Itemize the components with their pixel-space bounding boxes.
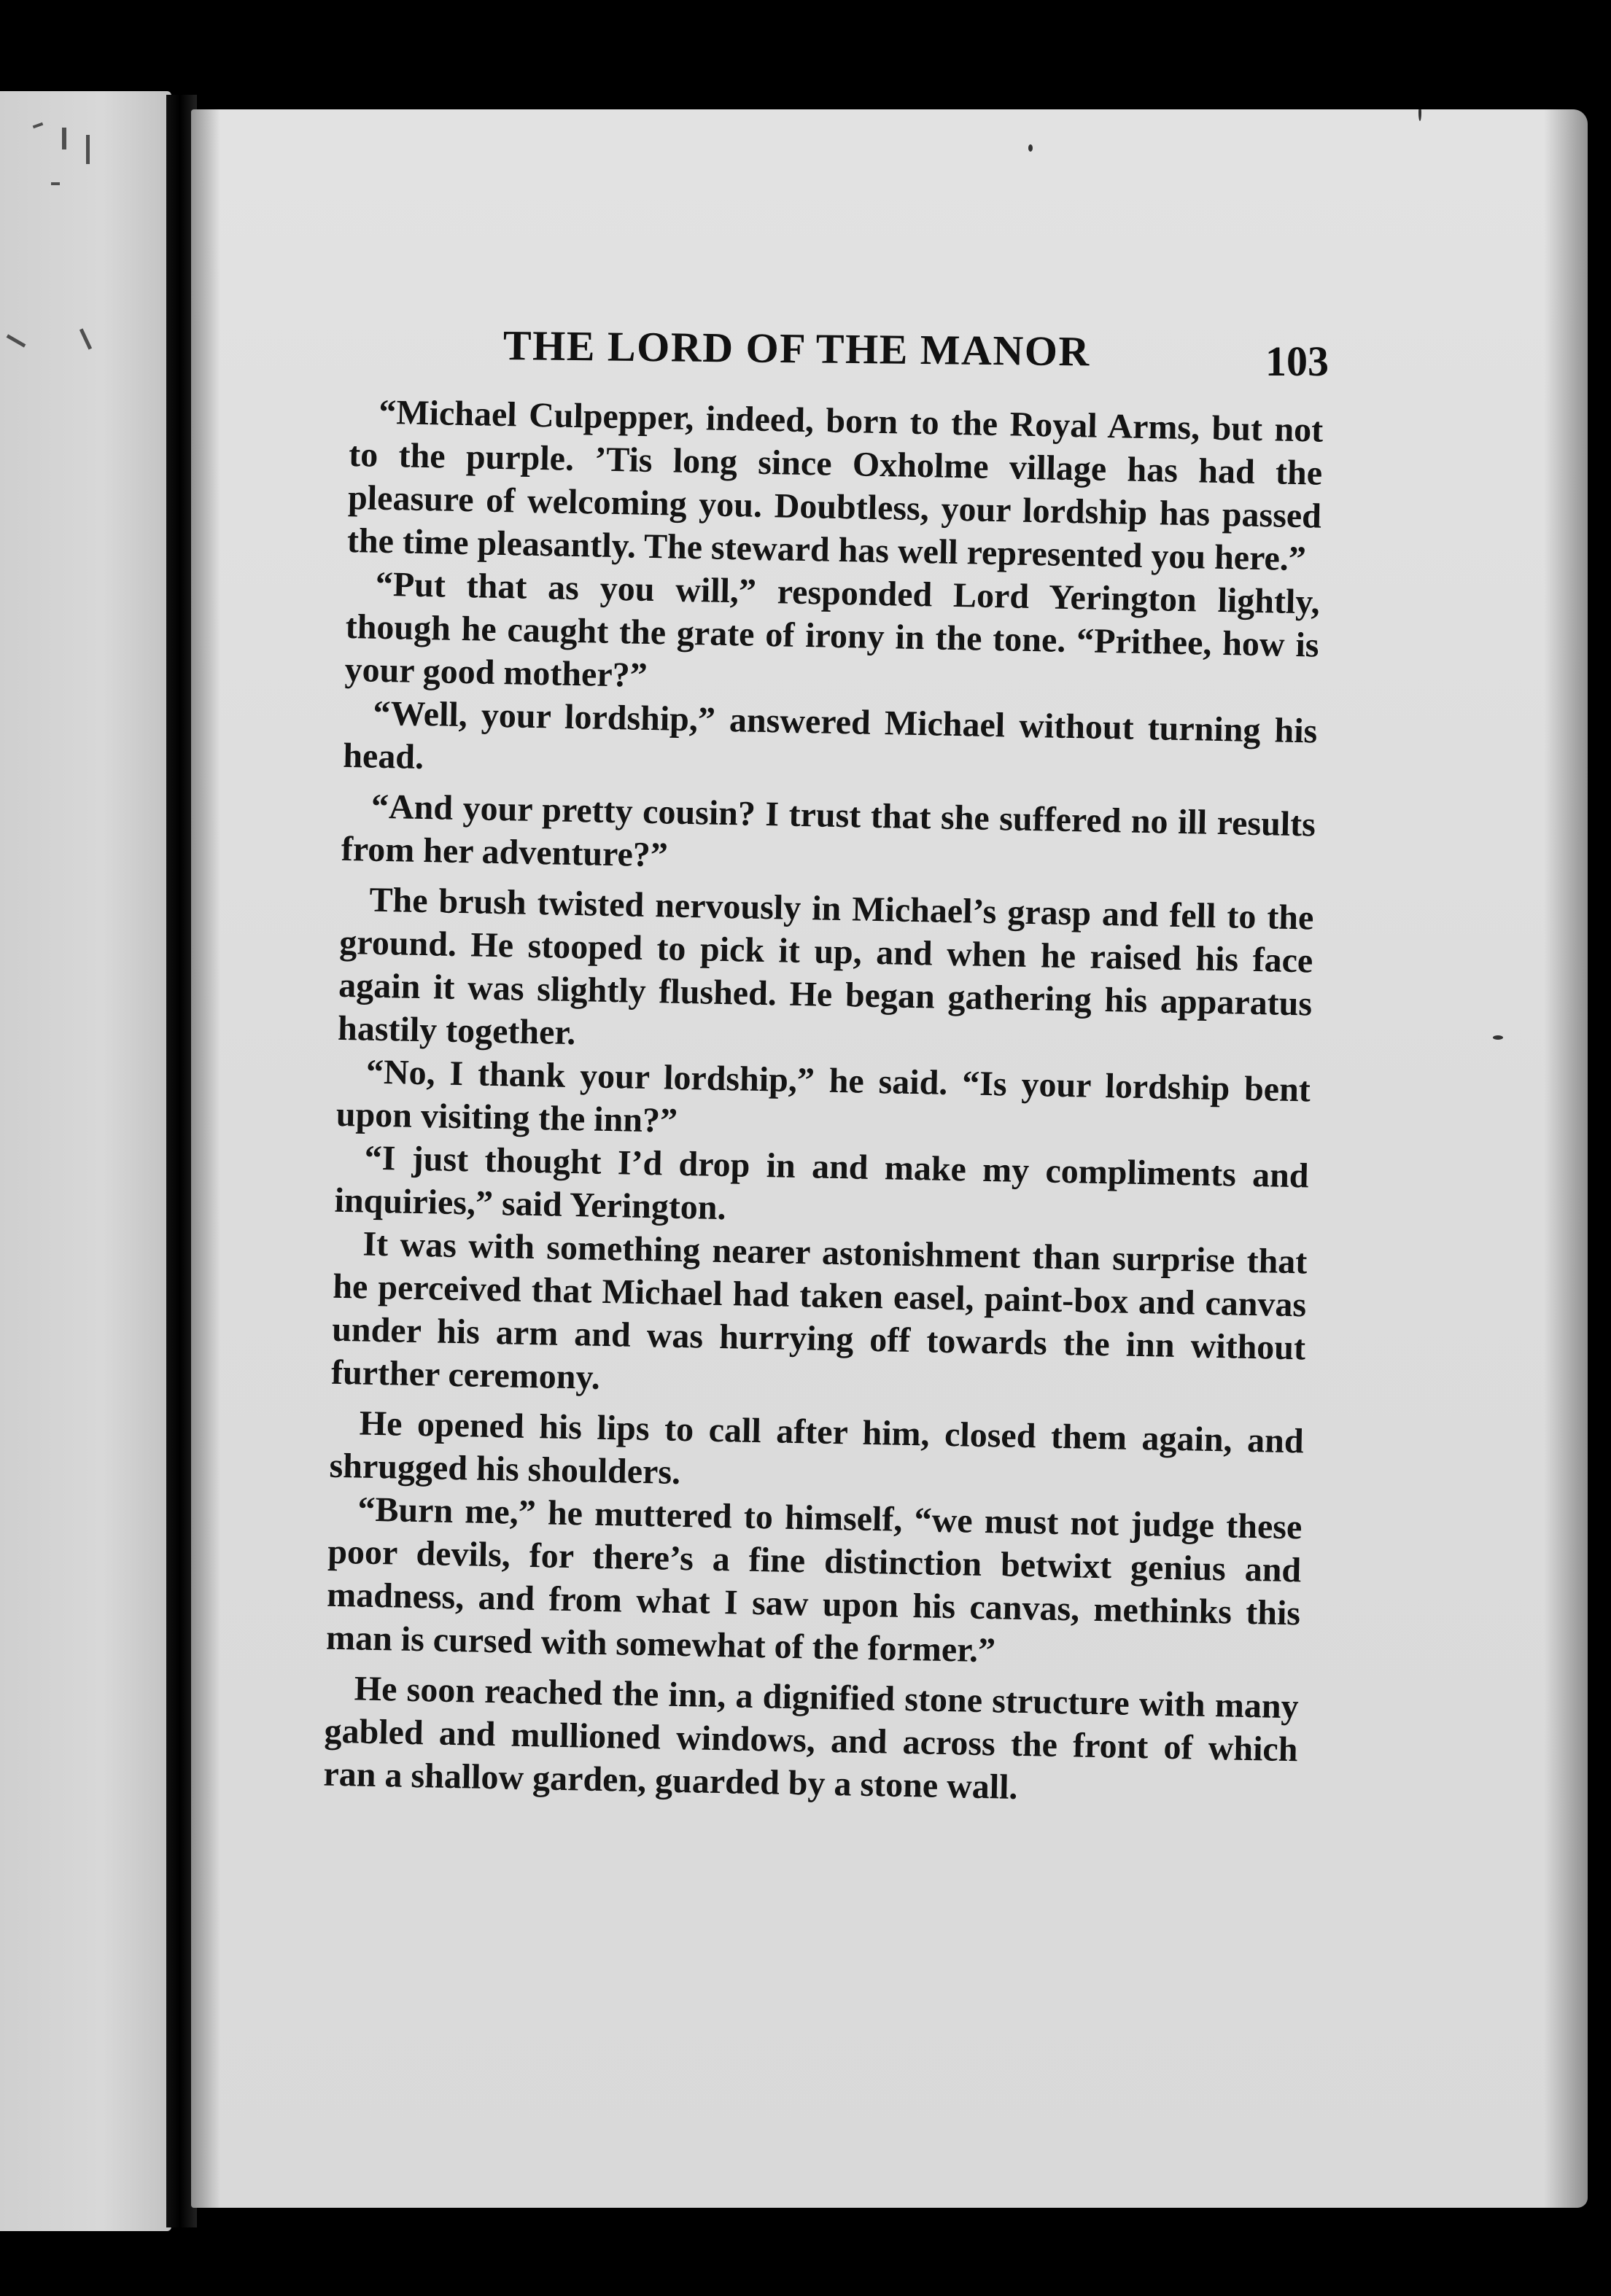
paragraph: “Put that as you will,” responded Lord Yerington lightly, though he caught the grate of irony in the tone. “Prithee, how is your good mother?” [344,564,1321,695]
page-shadow-right [1544,109,1588,2208]
paragraph: “And your pretty cousin? I trust that she suffered no ill results from her adventure?” [341,787,1316,875]
paragraph: “I just thought I’d drop in and make my compliments and inquiries,” said Yerington. [334,1138,1310,1228]
paragraph: He soon reached the inn, a dignified stone structure with many gabled and mullioned windows, and across the front of which ran a shallow garden, guarded by a stone wall. [323,1669,1300,1807]
ink-mark [86,135,90,164]
paragraph: “Well, your lordship,” answered Michael without turning his head. [342,693,1318,777]
page-shadow-left [191,109,220,2208]
running-head: THE LORD OF THE MANOR [502,322,1091,375]
ink-mark [7,334,26,347]
ink-mark [51,182,60,185]
page-speck [1028,144,1033,152]
left-page-edge [0,91,171,2231]
paragraph: He opened his lips to call after him, closed them again, and shrugged his shoulders. [329,1404,1305,1492]
paragraph: “Michael Culpepper, indeed, born to the Royal Arms, but not to the purple. ’Tis long since Oxholme village has had the pleasure of welcoming you. Doubtless, your lordship has passed the time pleasantly. The steward has well represented you here.” [346,392,1324,579]
page-number: 103 [1265,338,1329,385]
page-speck [1493,1035,1503,1040]
paragraph: “Burn me,” he muttered to himself, “we must not judge these poor devils, for there’s a fine distinction betwixt genius and madness, and from what I saw upon his canvas, methinks this man is cursed with somewhat of the former.” [325,1490,1303,1670]
paragraph: It was with something nearer astonishment than surprise that he perceived that Michael had taken easel, paint-box and canvas under his arm and was hurrying off towards the inn without further ceremony. [330,1224,1308,1397]
page-speck [1418,109,1421,121]
body-text [323,390,1324,1814]
ink-mark [33,122,44,129]
paragraph: “No, I thank your lordship,” he said. “Is your lordship bent upon visiting the inn?” [335,1052,1311,1140]
paragraph: The brush twisted nervously in Michael’s grasp and fell to the ground. He stooped to pick it up, and when he raised his face again it was slightly flushed. He began gathering his apparatus hastily together. [337,880,1314,1053]
ink-mark [79,328,92,349]
ink-mark [62,128,66,149]
